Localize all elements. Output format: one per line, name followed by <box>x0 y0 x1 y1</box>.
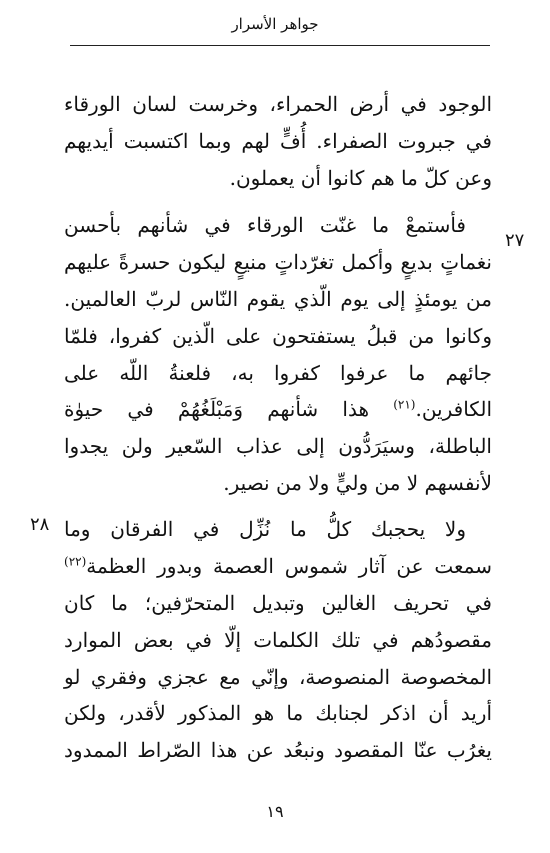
paragraph-continuation <box>64 86 492 197</box>
text-line: مقصودُهم في تلك الكلمات إلّا في بعض الموارد <box>64 627 492 652</box>
paragraph-number: ٢٨ <box>30 514 50 535</box>
text-line: فأستمعْ ما غنّت الورقاء في شأنهم بأحسن <box>64 213 466 237</box>
text-line: نغماتٍ بديعٍ وأكمل تغرّداتٍ منيعٍ ليكون حسرةً عليهم <box>64 249 492 274</box>
paragraph-28 <box>64 511 492 769</box>
text-line: في جبروت الصفراء. أُفٍّ لهم وبما اكتسبت أيديهم <box>64 128 492 153</box>
text-segment: هذا شأنهم وَمَبْلَغُهُمْ في حيوٰة <box>64 397 369 422</box>
text-line: وكانوا من قبلُ يستفتحون على الّذين كفروا، فلمّا <box>64 323 492 348</box>
text-line: في تحريف الغالين وتبديل المتحرّفين؛ ما كان <box>64 590 492 615</box>
text-line: المخصوصة المنصوصة، وإنّي مع عجزي وفقري لو <box>64 664 492 689</box>
text-line: من يومئذٍ إلى يوم الّذي يقوم النّاس لربّ العالمين. <box>64 286 492 311</box>
text-line: لأنفسهم لا من وليٍّ ولا من نصير. <box>223 471 492 496</box>
text-line <box>64 548 492 585</box>
text-segment: الكافرين. <box>415 397 493 422</box>
text-line: يغرُب عنّا المقصود ونبعُد عن هذا الصّراط الممدود <box>64 738 492 763</box>
header-divider <box>70 45 490 46</box>
text-line <box>64 391 492 428</box>
footnote-ref: (٢١) <box>393 397 416 412</box>
text-line: وعن كلّ ما هم كانوا أن يعملون. <box>229 165 492 190</box>
text-line: جائهم ما عرفوا كفروا به، فلعنةُ اللّه على <box>64 360 492 385</box>
text-line: أريد أن اذكر لجنابك ما هو المذكور لأقدر، ولكن <box>64 701 492 726</box>
running-header-title: جواهر الأسرار <box>231 15 319 33</box>
text-line: الوجود في أرض الحمراء، وخرست لسان الورقاء <box>64 92 492 116</box>
page-number: ١٩ <box>266 802 284 821</box>
footnote-ref: (٢٢) <box>64 554 87 569</box>
paragraph-27 <box>64 207 492 502</box>
text-segment: سمعت عن آثار شموس العصمة وبدور العظمة <box>86 553 492 578</box>
text-line: ولا يحجبك كلُّ ما نُزِّل في الفرقان وما <box>64 517 466 541</box>
paragraph-number: ٢٧ <box>505 230 525 251</box>
text-line: الباطلة، وسيَرَدُّون إلى عذاب السّعير ولن يجدوا <box>64 434 492 459</box>
